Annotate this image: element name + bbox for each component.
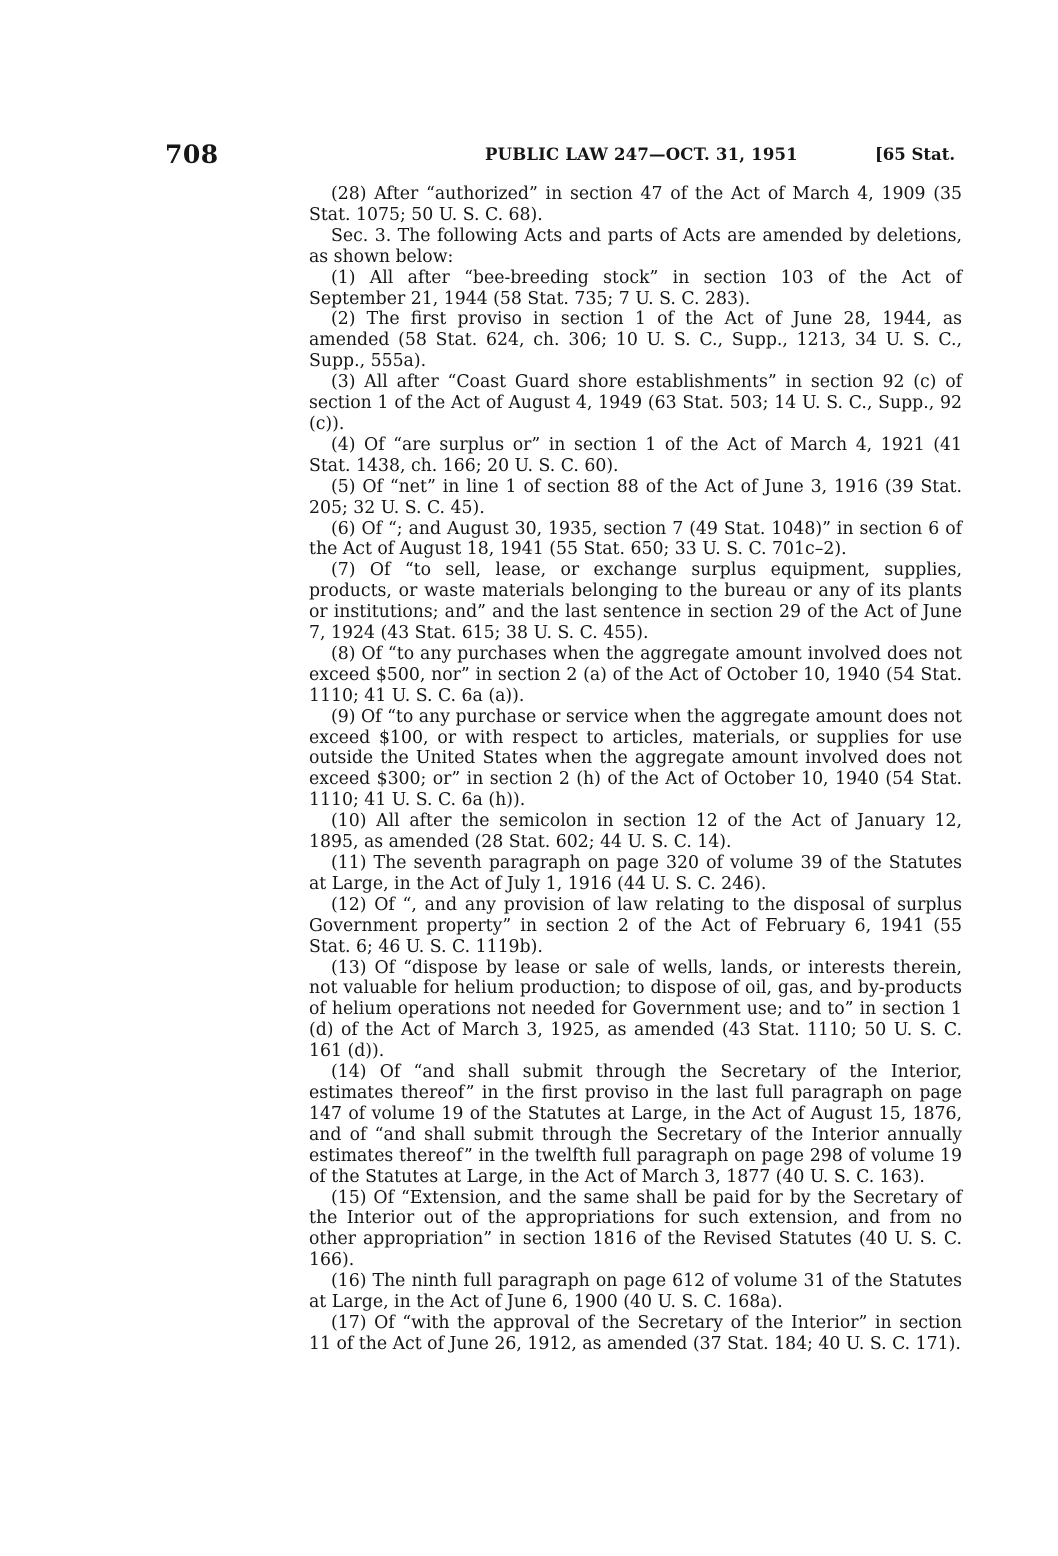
paragraph-2: (2) The first proviso in section 1 of the Act of June 28, 1944, as amended (58 Stat. 624, ch. 306; 10 U. S. C., Supp., 1213, 34 U. S. C., Supp., 555a).: [309, 309, 962, 372]
paragraph-4: (4) Of “are surplus or” in section 1 of the Act of March 4, 1921 (41 Stat. 1438, ch. 166; 20 U. S. C. 60).: [309, 434, 962, 476]
running-head: PUBLIC LAW 247—OCT. 31, 1951: [485, 145, 798, 164]
paragraph-5: (5) Of “net” in line 1 of section 88 of the Act of June 3, 1916 (39 Stat. 205; 32 U. S. C. 45).: [309, 476, 962, 518]
page-number: 708: [165, 140, 219, 169]
body-text: [309, 184, 962, 1355]
paragraph-10: (10) All after the semicolon in section 12 of the Act of January 12, 1895, as amended (28 Stat. 602; 44 U. S. C. 14).: [309, 811, 962, 853]
paragraph-1: (1) All after “bee-breeding stock” in section 103 of the Act of September 21, 1944 (58 Stat. 735; 7 U. S. C. 283).: [309, 267, 962, 309]
paragraph-16: (16) The ninth full paragraph on page 612 of volume 31 of the Statutes at Large, in the Act of June 6, 1900 (40 U. S. C. 168a).: [309, 1271, 962, 1313]
paragraph-15: (15) Of “Extension, and the same shall be paid for by the Secretary of the Interior out of the appropriations for such extension, and from no other appropriation” in section 1816 of the Revised Statutes (40 U. S. C. 166).: [309, 1187, 962, 1271]
paragraph-9: (9) Of “to any purchase or service when the aggregate amount does not exceed $100, or with respect to articles, materials, or supplies for use outside the United States when the aggregate amount involved does not exceed $300; or” in section 2 (h) of the Act of October 10, 1940 (54 Stat. 1110; 41 U. S. C. 6a (h)).: [309, 706, 962, 811]
paragraph-12: (12) Of “, and any provision of law relating to the disposal of surplus Government property” in section 2 of the Act of February 6, 1941 (55 Stat. 6; 46 U. S. C. 1119b).: [309, 894, 962, 957]
paragraph-28: (28) After “authorized” in section 47 of the Act of March 4, 1909 (35 Stat. 1075; 50 U. S. C. 68).: [309, 184, 962, 225]
paragraph-8: (8) Of “to any purchases when the aggregate amount involved does not exceed $500, nor” in section 2 (a) of the Act of October 10, 1940 (54 Stat. 1110; 41 U. S. C. 6a (a)).: [309, 643, 962, 706]
paragraph-11: (11) The seventh paragraph on page 320 of volume 39 of the Statutes at Large, in the Act of July 1, 1916 (44 U. S. C. 246).: [309, 853, 962, 894]
paragraph-3: (3) All after “Coast Guard shore establishments” in section 92 (c) of section 1 of the Act of August 4, 1949 (63 Stat. 503; 14 U. S. C., Supp., 92 (c)).: [309, 372, 962, 434]
paragraph-13: (13) Of “dispose by lease or sale of wells, lands, or interests therein, not valuable for helium production; to dispose of oil, gas, and by-products of helium operations not needed for Government use; and to” in section 1 (d) of the Act of March 3, 1925, as amended (43 Stat. 1110; 50 U. S. C. 161 (d)).: [309, 957, 962, 1062]
paragraph-7: (7) Of “to sell, lease, or exchange surplus equipment, supplies, products, or waste materials belonging to the bureau or any of its plants or institutions; and” and the last sentence in section 29 of the Act of June 7, 1924 (43 Stat. 615; 38 U. S. C. 455).: [309, 560, 962, 644]
paragraph-14: (14) Of “and shall submit through the Secretary of the Interior, estimates thereof” in the first proviso in the last full paragraph on page 147 of volume 19 of the Statutes at Large, in the Act of August 15, 1876, and of “and shall submit through the Secretary of the Interior annually estimates thereof” in the twelfth full paragraph on page 298 of volume 19 of the Statutes at Large, in the Act of March 3, 1877 (40 U. S. C. 163).: [309, 1062, 962, 1187]
paragraph-17: (17) Of “with the approval of the Secretary of the Interior” in section 11 of the Act of June 26, 1912, as amended (37 Stat. 184; 40 U. S. C. 171).: [309, 1312, 962, 1354]
paragraph-6: (6) Of “; and August 30, 1935, section 7 (49 Stat. 1048)” in section 6 of the Act of August 18, 1941 (55 Stat. 650; 33 U. S. C. 701c–2).: [309, 518, 962, 560]
stat-volume-reference: [65 Stat.: [875, 145, 956, 164]
section-3-intro: Sec. 3. The following Acts and parts of Acts are amended by deletions, as shown below:: [309, 225, 962, 267]
